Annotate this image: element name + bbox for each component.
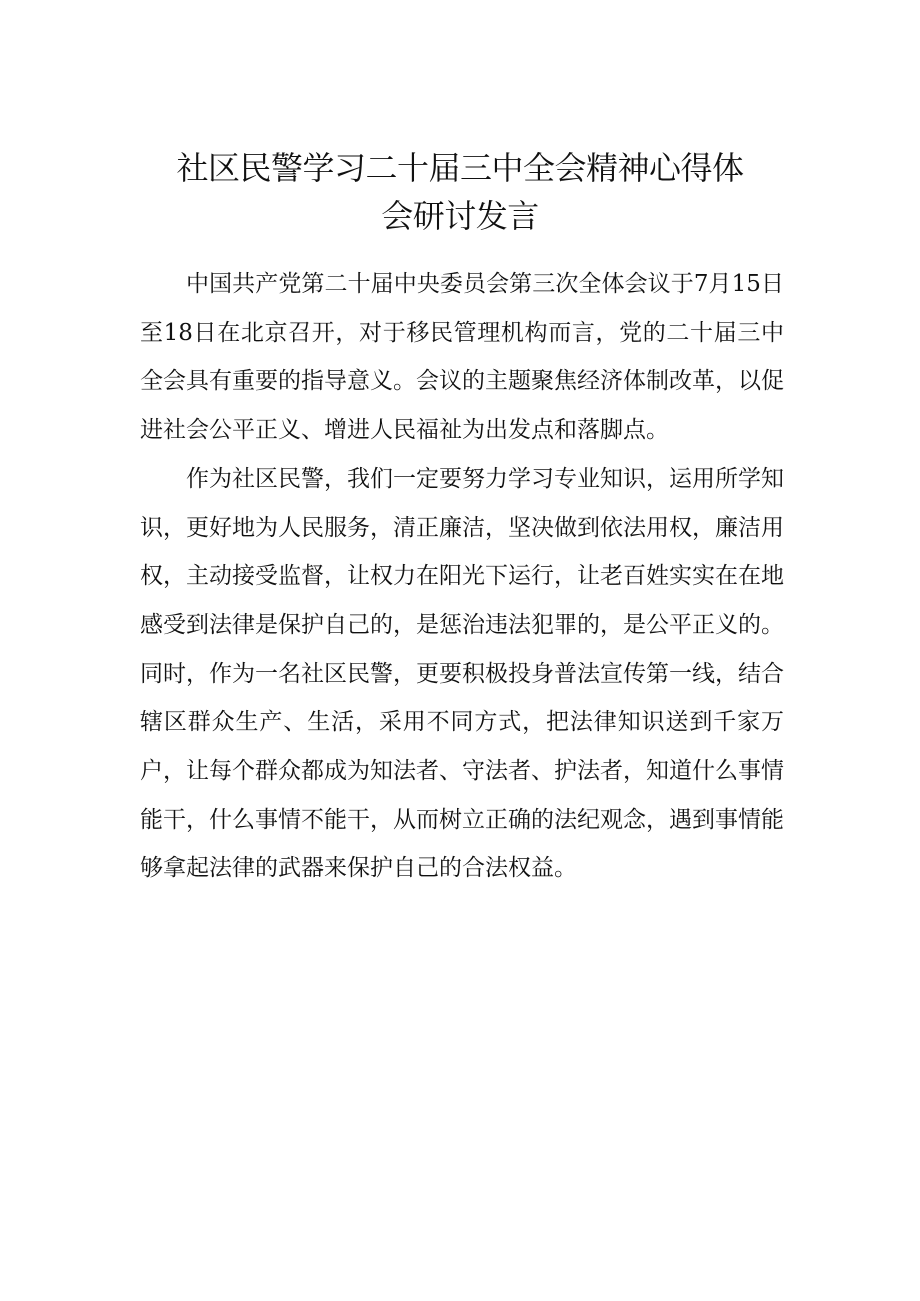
document-body (140, 260, 784, 893)
document-title (0, 144, 920, 240)
title-line-1: 社区民警学习二十届三中全会精神心得体 (176, 149, 744, 187)
paragraph-1: 中国共产党第二十届中央委员会第三次全体会议于7月15日至18日在北京召开，对于移民管理机构而言，党的二十届三中全会具有重要的指导意义。会议的主题聚焦经济体制改革，以促进社会公平正义、增进人民福祉为出发点和落脚点。 (140, 271, 784, 444)
paragraph-2: 作为社区民警，我们一定要努力学习专业知识，运用所学知识，更好地为人民服务，清正廉洁，坚决做到依法用权，廉洁用权，主动接受监督，让权力在阳光下运行，让老百姓实实在在地感受到法律是保护自己的，是惩治违法犯罪的，是公平正义的。同时，作为一名社区民警，更要积极投身普法宣传第一线，结合辖区群众生产、生活，采用不同方式，把法律知识送到千家万户，让每个群众都成为知法者、守法者、护法者，知道什么事情能干，什么事情不能干，从而树立正确的法纪观念，遇到事情能够拿起法律的武器来保护自己的合法权益。 (140, 465, 784, 882)
title-line-2: 会研讨发言 (381, 197, 539, 235)
